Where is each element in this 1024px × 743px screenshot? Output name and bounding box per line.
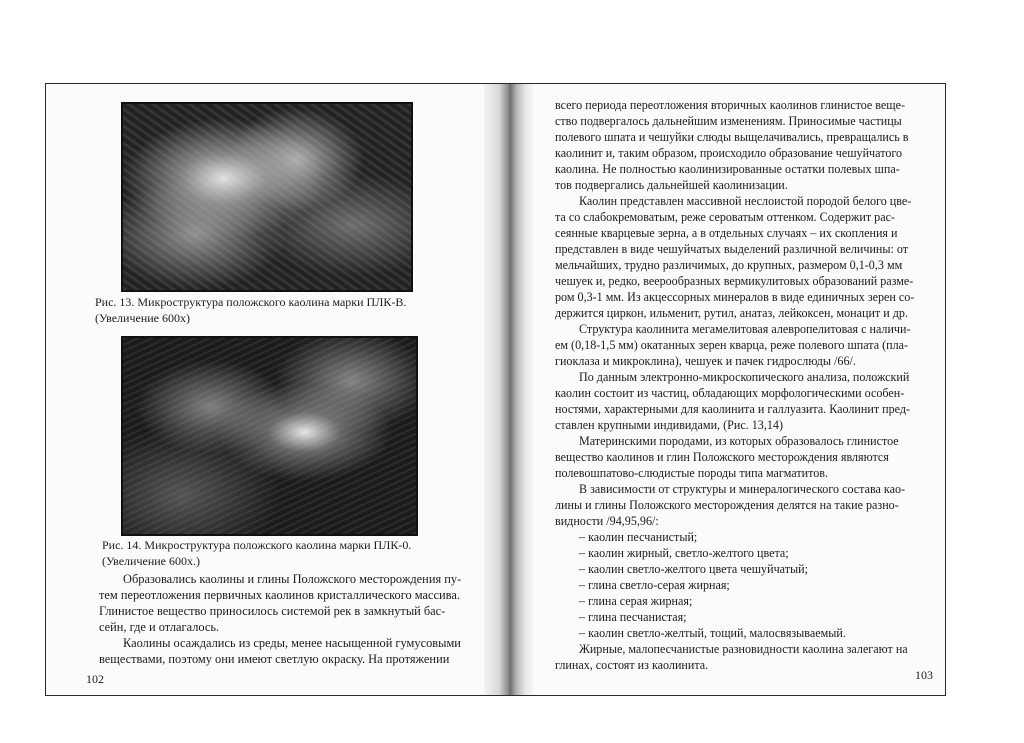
fig14-caption-line2: (Увеличение 600х.) (102, 554, 200, 568)
right-text-line: полевошпатово-слюдистые породы типа магматитов. (555, 466, 828, 480)
right-page (534, 84, 945, 695)
right-text-line: вещество каолинов и глин Положского месторождения являются (555, 450, 889, 464)
right-text-line: Жирные, малопесчанистые разновидности каолина залегают на (579, 642, 908, 656)
right-list-item: – глина серая жирная; (579, 594, 693, 608)
right-text-line: Материнскими породами, из которых образовалось глинистое (579, 434, 899, 448)
right-text-line: сеянные кварцевые зерна, а в отдельных случаях – их скопления и (555, 226, 898, 240)
page-number-right: 103 (915, 668, 933, 682)
left-paragraph-line: веществами, поэтому они имеют светлую окраску. На протяжении (99, 652, 450, 666)
right-text-line: ставлен крупными индивидами, (Рис. 13,14) (555, 418, 783, 432)
fig13-caption-line2: (Увеличение 600х) (95, 311, 190, 325)
left-paragraph-line: Каолины осаждались из среды, менее насыщенной гумусовыми (123, 636, 461, 650)
right-text-line: держится циркон, ильменит, рутил, анатаз, лейкоксен, монацит и др. (555, 306, 908, 320)
right-text-line: всего периода переотложения вторичных каолинов глинистое веще- (555, 98, 906, 112)
right-list-item: – глина светло-серая жирная; (579, 578, 730, 592)
right-text-line: ностями, характерными для каолинита и галлуазита. Каолинит пред- (555, 402, 911, 416)
right-list-item: – каолин светло-желтый, тощий, малосвязываемый. (579, 626, 846, 640)
right-text-line: По данным электронно-микроскопического анализа, положский (579, 370, 910, 384)
right-list-item: – каолин жирный, светло-желтого цвета; (579, 546, 789, 560)
fig13-caption-line1: Рис. 13. Микроструктура положского каолина марки ПЛК-В. (95, 295, 407, 309)
left-paragraph-line: Глинистое вещество приносилось системой рек в замкнутый бас- (99, 604, 446, 618)
micrograph-fig14-image (121, 336, 418, 536)
right-text-line: гиоклаза и микроклина), чешуек и пачек гидрослюды /66/. (555, 354, 856, 368)
right-text-line: тов подвергались дальнейшей каолинизации. (555, 178, 788, 192)
book-gutter (484, 84, 534, 695)
right-text-line: ем (0,18-1,5 мм) окатанных зерен кварца, реже полевого шпата (пла- (555, 338, 909, 352)
right-text-line: представлен в виде чешуйчатых выделений различной величины: от (555, 242, 909, 256)
right-text-line: каолина. Не полностью каолинизированные остатки полевых шпа- (555, 162, 900, 176)
fig14-caption-line1: Рис. 14. Микроструктура положского каолина марки ПЛК-0. (102, 538, 412, 552)
page-number-left: 102 (86, 672, 104, 686)
left-paragraph-line: сейн, где и отлагалось. (99, 620, 220, 634)
right-text-line: ром 0,3-1 мм. Из акцессорных минералов в виде единичных зерен со- (555, 290, 915, 304)
right-text-line: Каолин представлен массивной неслоистой породой белого цве- (579, 194, 912, 208)
left-page (46, 84, 486, 695)
right-list-item: – каолин светло-желтого цвета чешуйчатый; (579, 562, 808, 576)
book-spread (45, 83, 946, 696)
right-text-line: глинах, состоят из каолинита. (555, 658, 709, 672)
right-text-line: видности /94,95,96/: (555, 514, 659, 528)
right-text-line: та со слабокремоватым, реже сероватым оттенком. Содержит рас- (555, 210, 895, 224)
right-text-line: В зависимости от структуры и минералогического состава као- (579, 482, 906, 496)
right-list-item: – каолин песчанистый; (579, 530, 698, 544)
right-text-line: каолинит и, таким образом, происходило образование чешуйчатого (555, 146, 903, 160)
right-list-item: – глина песчанистая; (579, 610, 687, 624)
left-paragraph-line: Образовались каолины и глины Положского месторождения пу- (123, 572, 462, 586)
right-text-line: лины и глины Положского месторождения делятся на такие разно- (555, 498, 899, 512)
micrograph-fig13-image (121, 102, 413, 292)
right-text-line: полевого шпата и чешуйки слюды выщелачивались, превращались в (555, 130, 909, 144)
right-text-line: ство подвергалось дальнейшим изменениям. Приносимые частицы (555, 114, 902, 128)
right-text-line: мельчайших, трудно различимых, до крупных, размером 0,1-0,3 мм (555, 258, 903, 272)
left-paragraph-line: тем переотложения первичных каолинов кристаллического массива. (99, 588, 460, 602)
right-text-line: чешуек и, редко, веерообразных вермикулитовых образований разме- (555, 274, 914, 288)
right-text-line: Структура каолинита мегамелитовая алевропелитовая с наличи- (579, 322, 911, 336)
right-text-line: каолин состоит из частиц, обладающих морфологическими особен- (555, 386, 905, 400)
